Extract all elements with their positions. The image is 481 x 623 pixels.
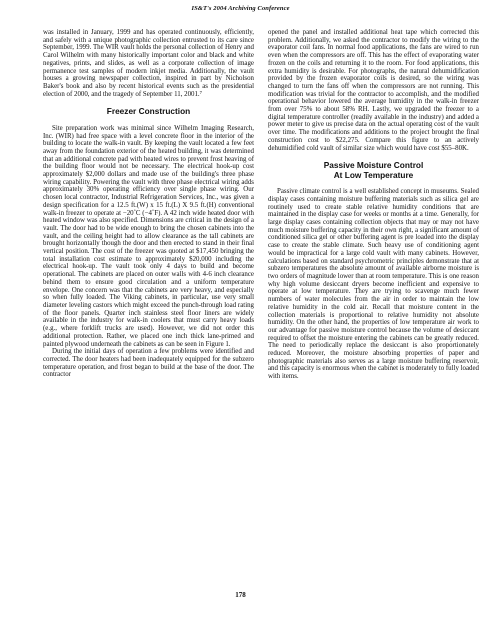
section-heading-passive-moisture-control: [268, 161, 479, 180]
right-column: [268, 29, 479, 381]
paragraph: opened the panel and installed additional heat tape which corrected this problem. Additionally, we asked the contractor to modify the wiring to the evaporator coil fans. In normal food applications, the fans are wired to run even when the compressors are off. This has the effect of evaporating water frozen on the coils and returning it to the room. For food applications, this extra humidity is desirable. For photographs, the natural dehumidification provided by the frozen evaporator coils is desired, so the wiring was changed to turn the fans off when the compressors are not running. This modification was trivial for the contractor to accomplish, and the modified operational behavior lowered the average humidity in the walk-in freezer from over 75% to about 58% RH. Lastly, we upgraded the freezer to a digital temperature controller (readily available in the industry) and added a power meter to give us precise data on the actual operating cost of the vault over time. The modifications and additions to the project brought the final construction cost to $22,275. Compare this figure to an actively dehumidified cold vault of similar size which would have cost $55–80K.: [268, 29, 479, 152]
heading-line: At Low Temperature: [333, 169, 414, 180]
left-column: [43, 29, 254, 379]
paragraph: During the initial days of operation a few problems were identified and corrected. The door heaters had been inadequately equipped for the subzero temperature operation, and frost began to build at the base of the door. The contractor: [43, 348, 254, 379]
paragraph: Passive climate control is a well established concept in museums. Sealed display cases containing moisture buffering materials such as silica gel are routinely used to create stable relative humidity conditions that are maintained in the display case for weeks or months at a time. Generally, for large display cases containing collection objects that may or may not have much moisture buffering capacity in their own right, a significant amount of conditioned silica gel or other buffering agent is pre loaded into the display case to create the stable climate. Such heavy use of conditioning agent would be impractical for a large cold vault with many cabinets. However, calculations based on standard psychrometric principles demonstrate that at subzero temperatures the absolute amount of available airborne moisture is two orders of magnitude lower than at room temperature. This is one reason why high volume desiccant dryers become inefficient and expensive to operate at low temperature. They are trying to scavenge much fewer numbers of water molecules from the air in order to maintain the low relative humidity in the cold air. Recall that moisture content in the collection materials is proportional to relative humidity not absolute humidity. On the other hand, the properties of low temperature air work to our advantage for passive moisture control because the volume of desiccant required to offset the moisture entering the cabinets can be greatly reduced. The need to periodically replace the desiccant is also proportionately reduced. Moreover, the moisture absorbing properties of paper and photographic materials also serves as a large moisture buffering reservoir, and this capacity is enormous when the cabinet is moderately to fully loaded with items.: [268, 188, 479, 381]
section-heading-freezer-construction: Freezer Construction: [106, 106, 191, 117]
heading-line: Passive Moisture Control: [323, 160, 424, 171]
paragraph: Site preparation work was minimal since Wilhelm Imaging Research, Inc. (WIR) had free space with a level concrete floor in the interior of the building to locate the walk-in vault. By keeping the vault located a few feet away from the foundation exterior of the heated building, it was determined that an additional concrete pad with heated wires to prevent frost heaving of the building floor would not be necessary. The electrical hook-up cost approximately $2,000 dollars and made use of the building's three phase wiring capability. Powering the vault with three phase electrical wiring adds approximately 30% operating efficiency over single phase wiring. Our chosen local contractor, Industrial Refrigeration Services, Inc., was given a design specification for a 12.5 ft.(W) x 15 ft.(L) X 9.5 ft.(H) conventional walk-in freezer to operate at −20˚C (−4˚F). A 42 inch wide heated door with heated window was also specified. Dimensions are critical in the design of a vault. The door had to be wide enough to bring the chosen cabinets into the vault, and the ceiling height had to allow clearance as the tall cabinets are brought horizontally though the door and then erected to stand in their final vertical position. The cost of the freezer was quoted at $17,450 bringing the total installation cost estimate to approximately $20,000 including the electrical hook-up. The vault took only 4 days to build and become operational. The cabinets are placed on outer walls with 4-6 inch clearance behind them to ensure good circulation and a uniform temperature envelope. One concern was that the cabinets are very heavy, and especially so when fully loaded. The Viking cabinets, in particular, use very small diameter leveling castors which might exceed the punch-through load rating of the floor panels. Quarter inch stainless steel floor liners are widely available in the industry for walk-in coolers that must carry heavy loads (e.g., where forklift trucks are used). However, we did not order this additional protection. Rather, we placed one inch thick lane-primed and painted plywood underneath the cabinets as can be seen in Figure 1.: [43, 124, 254, 348]
running-header: IS&T's 2004 Archiving Conference: [191, 5, 290, 12]
page-number: 178: [235, 591, 246, 599]
paragraph: was installed in January, 1999 and has operated continuously, efficiently, and safely with a unique photographic collection entrusted to its care since September, 1999. The WIR vault holds the personal collection of Henry and Carol Wilhelm with many historically important color and black and white negatives, prints, and slides, as well as a corporate collection of image permanence test samples of modern inkjet media. Additionally, the vault houses a growing newspaper collection, inspired in part by Nicholson Baker's book and also by recent historical events such as the presidential election of 2000, and the tragedy of September 11, 2001.⁷: [43, 29, 254, 98]
